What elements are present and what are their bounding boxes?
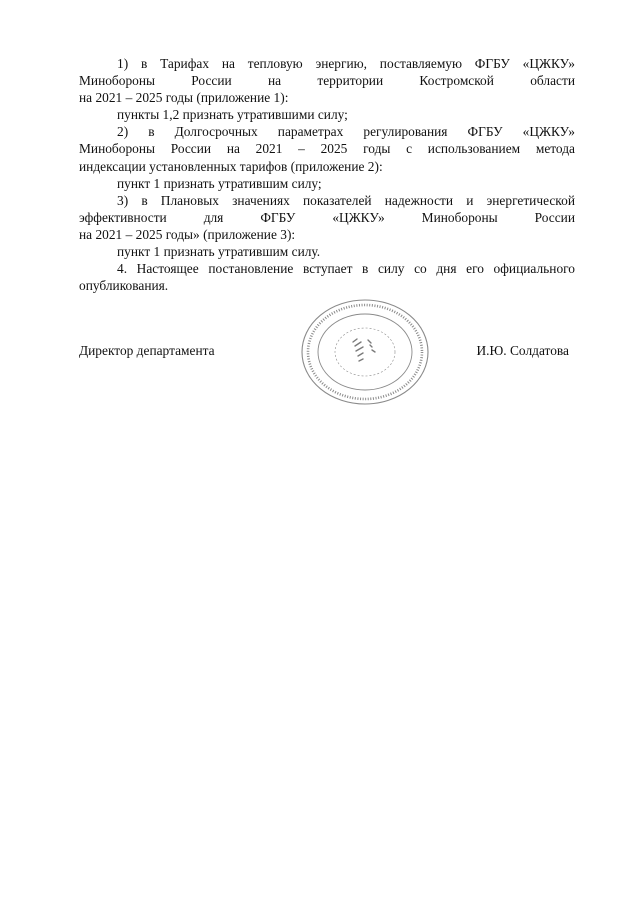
signatory-name: И.Ю. Солдатова	[476, 343, 569, 358]
item-3-line-1: 3) в Плановых значениях показателей надежности и энергетической	[117, 192, 575, 208]
official-seal-stamp	[298, 296, 432, 408]
item-2-line-3: индексации установленных тарифов (приложение 2):	[79, 158, 383, 174]
resolution-text	[79, 55, 575, 294]
seal-core-ring	[335, 328, 395, 376]
item-1-subclause: пункты 1,2 признать утратившими силу;	[117, 107, 348, 123]
item-2	[79, 123, 575, 174]
item-2-line-1: 2) в Долгосрочных параметрах регулирования ФГБУ «ЦЖКУ»	[117, 124, 575, 140]
seal-dotted-ring	[308, 305, 422, 399]
seal-outer-ring	[302, 300, 428, 404]
item-1-line-1: 1) в Тарифах на тепловую энергию, поставляемую ФГБУ «ЦЖКУ»	[117, 56, 575, 71]
item-3	[79, 192, 575, 243]
item-3-line-3: на 2021 – 2025 годы» (приложение 3):	[79, 226, 296, 242]
seal-inner-ring	[318, 314, 412, 390]
seal-center-marks	[353, 339, 375, 361]
item-1-line-2: Минобороны России на территории Костромской области	[79, 73, 575, 89]
signatory-position: Директор департамента	[79, 343, 215, 358]
item-3-subclause: пункт 1 признать утратившим силу.	[117, 244, 321, 260]
item-4	[79, 260, 575, 294]
item-3-line-2: эффективности для ФГБУ «ЦЖКУ» Минобороны России	[79, 209, 575, 225]
item-2-line-2: Минобороны России на 2021 – 2025 годы с использованием метода	[79, 141, 575, 157]
item-4-line-2: опубликования.	[79, 278, 169, 294]
item-2-subclause: пункт 1 признать утратившим силу;	[117, 175, 322, 191]
item-1-line-3: на 2021 – 2025 годы (приложение 1):	[79, 90, 289, 106]
item-4-line-1: 4. Настоящее постановление вступает в силу со дня его официального	[117, 261, 575, 277]
item-1	[79, 55, 575, 106]
